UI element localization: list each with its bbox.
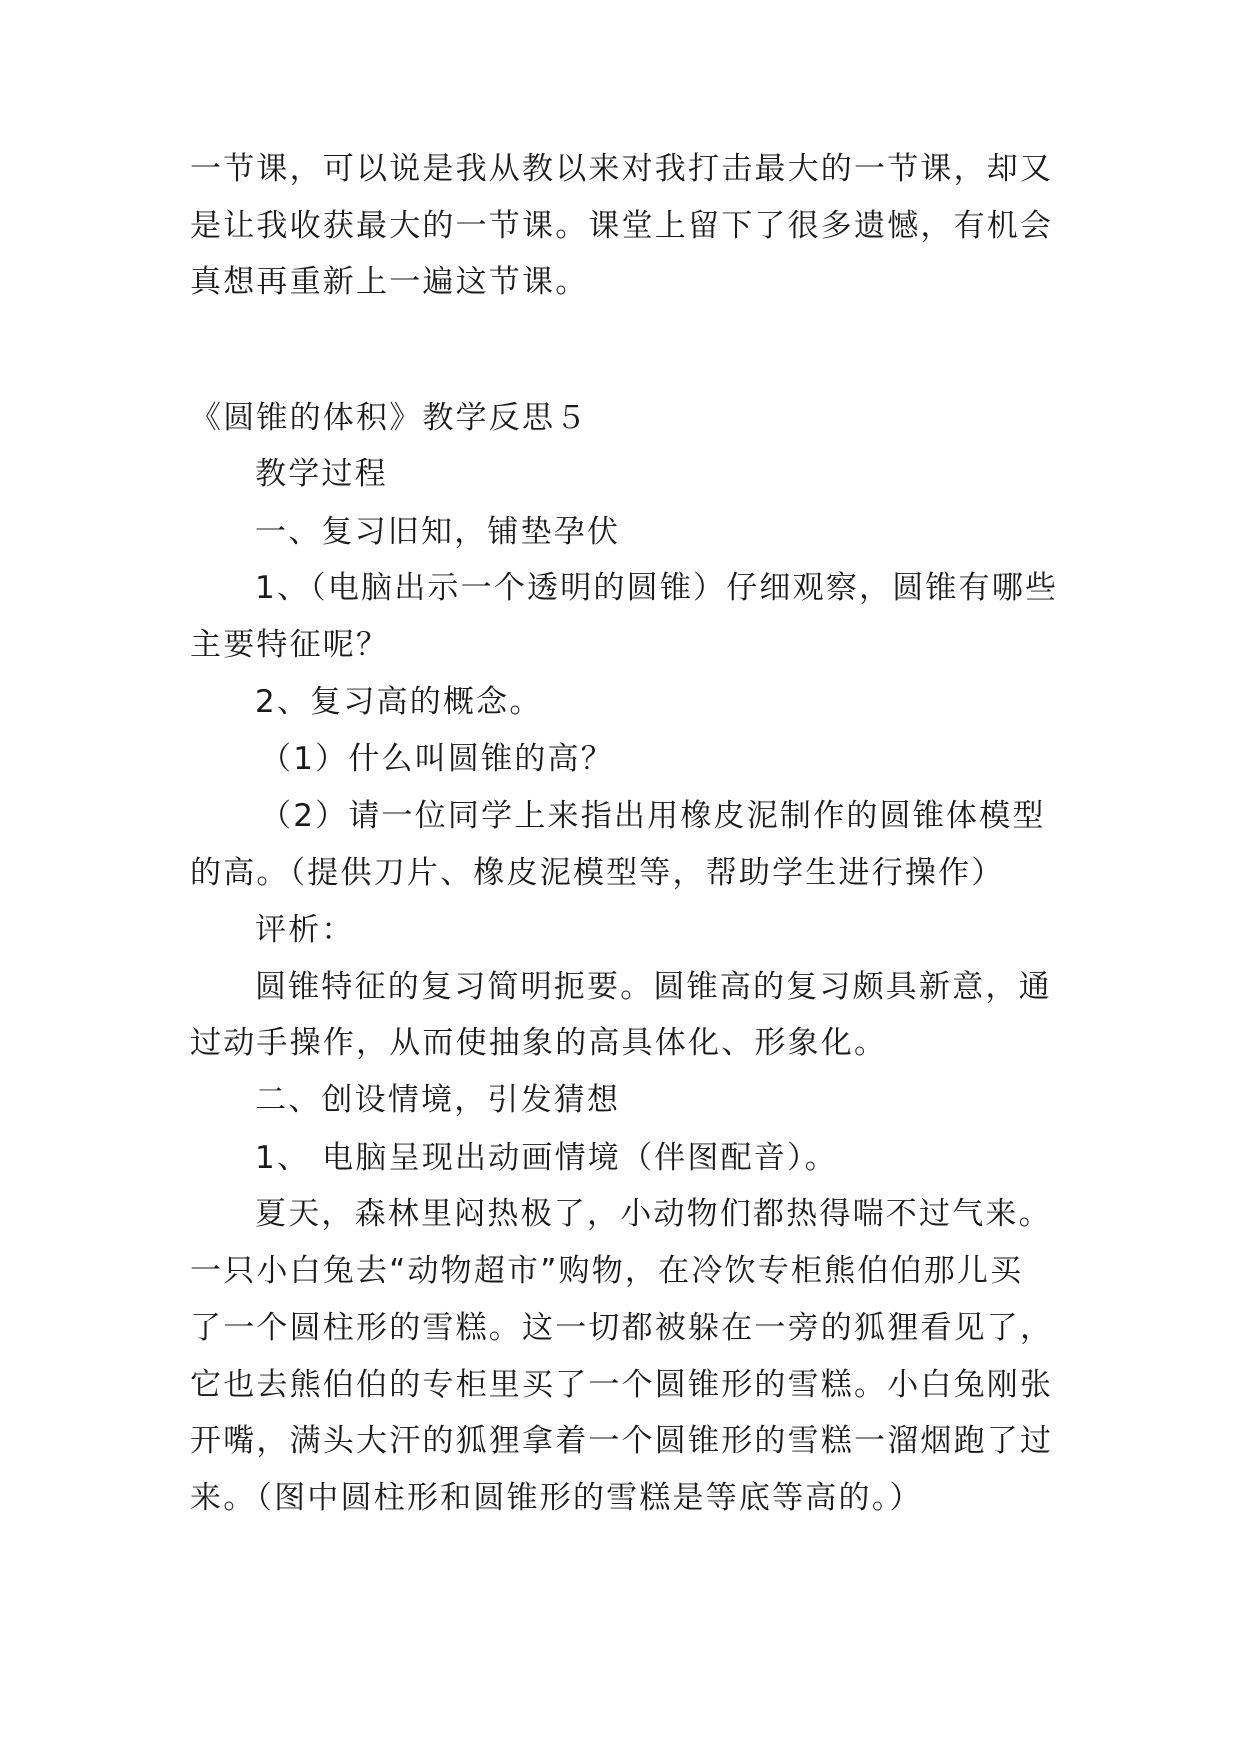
paragraph-line: 来。（图中圆柱形和圆锥形的雪糕是等底等高的。） [190, 1480, 923, 1516]
paragraph-line: 真想再重新上一遍这节课。 [190, 264, 589, 300]
subheading: 一、复习旧知，铺垫孕伏 [255, 514, 621, 550]
paragraph-line: 一只小白兔去“动物超市”购物，在冷饮专柜熊伯伯那儿买 [190, 1253, 1024, 1289]
subheading: 教学过程 [255, 456, 388, 492]
paragraph-line: 夏天，森林里闷热极了，小动物们都热得喘不过气来。 [255, 1196, 1052, 1232]
paragraph-line: 1、 电脑呈现出动画情境（伴图配音）。 [255, 1140, 838, 1176]
paragraph-line: 开嘴，满头大汗的狐狸拿着一个圆锥形的雪糕一溜烟跑了过 [190, 1423, 1054, 1459]
paragraph-line: 是让我收获最大的一节课。课堂上留下了很多遗憾，有机会 [190, 208, 1054, 244]
paragraph-line: 评析： [255, 912, 355, 948]
paragraph-line: 了一个圆柱形的雪糕。这一切都被躲在一旁的狐狸看见了， [190, 1310, 1054, 1346]
subheading: 二、创设情境，引发猜想 [255, 1082, 621, 1118]
paragraph-line: 过动手操作，从而使抽象的高具体化、形象化。 [190, 1025, 888, 1061]
paragraph-line: 一节课，可以说是我从教以来对我打击最大的一节课，却又 [190, 151, 1054, 187]
paragraph-line: （1）什么叫圆锥的高？ [260, 741, 614, 777]
paragraph-line: 圆锥特征的复习简明扼要。圆锥高的复习颇具新意，通 [255, 969, 1052, 1005]
section-title: 《圆锥的体积》教学反思５ [190, 400, 589, 436]
paragraph-line: 的高。（提供刀片、橡皮泥模型等，帮助学生进行操作） [190, 855, 1005, 891]
paragraph-line: 2、复习高的概念。 [255, 684, 543, 720]
paragraph-line: 1、（电脑出示一个透明的圆锥）仔细观察，圆锥有哪些 [255, 570, 1059, 606]
paragraph-line: （2）请一位同学上来指出用橡皮泥制作的圆锥体模型 [260, 798, 1046, 834]
paragraph-line: 主要特征呢？ [190, 627, 390, 663]
paragraph-line: 它也去熊伯伯的专柜里买了一个圆锥形的雪糕。小白兔刚张 [190, 1367, 1054, 1403]
